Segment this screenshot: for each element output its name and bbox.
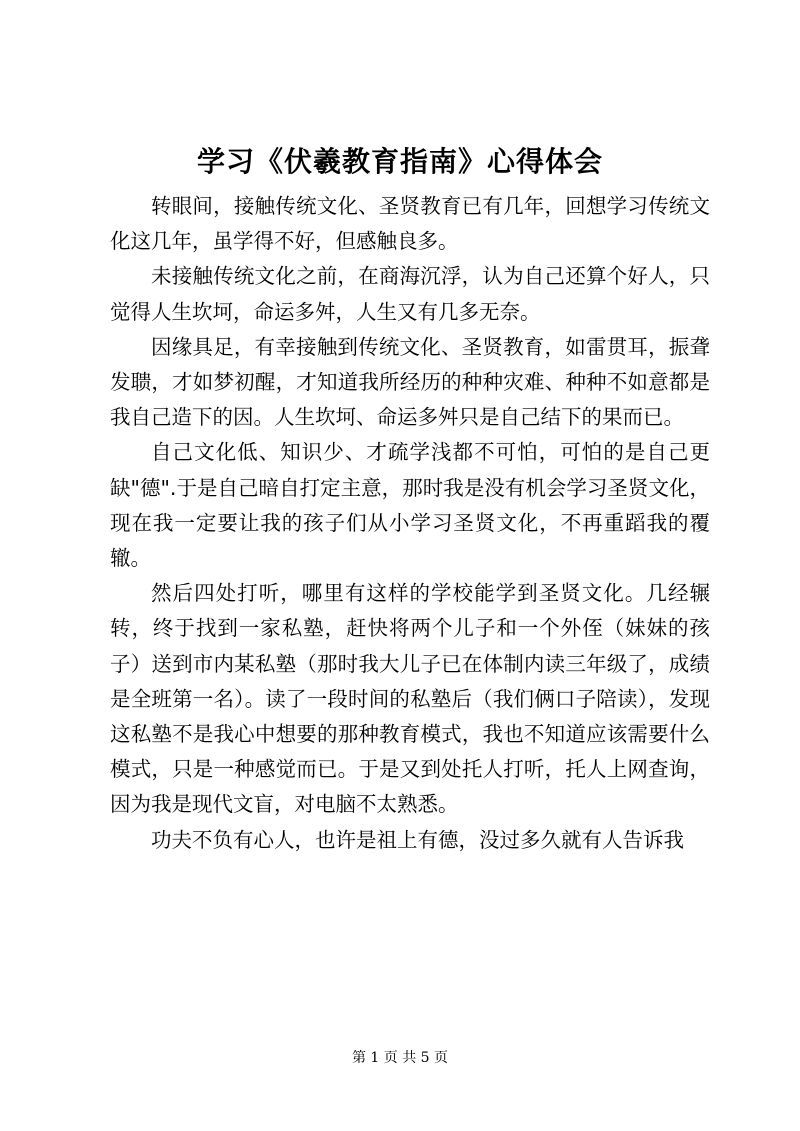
paragraph-2: 未接触传统文化之前，在商海沉浮，认为自己还算个好人，只觉得人生坎坷，命运多舛，人生又有几多无奈。 bbox=[110, 264, 710, 324]
paragraph-6: 功夫不负有心人，也许是祖上有德，没过多久就有人告诉我 bbox=[151, 827, 684, 852]
page-number-footer: 第 1 页 共 5 页 bbox=[351, 1050, 449, 1066]
document-body bbox=[110, 189, 710, 858]
paragraph-3: 因缘具足，有幸接触到传统文化、圣贤教育，如雷贯耳，振聋发聩，才如梦初醒，才知道我所经历的种种灾难、种种不如意都是我自己造下的因。人生坎坷、命运多舛只是自己结下的果而已。 bbox=[110, 334, 710, 430]
paragraph-1: 转眼间，接触传统文化、圣贤教育已有几年，回想学习传统文化这几年，虽学得不好，但感触良多。 bbox=[110, 194, 710, 254]
document-title: 学习《伏羲教育指南》心得体会 bbox=[196, 145, 603, 178]
paragraph-5: 然后四处打听，哪里有这样的学校能学到圣贤文化。几经辗转，终于找到一家私塾，赶快将两个儿子和一个外侄（妹妹的孩子）送到市内某私塾（那时我大儿子已在体制内读三年级了，成绩是全班第一名）。读了一段时间的私塾后（我们俩口子陪读），发现这私塾不是我心中想要的那种教育模式，我也不知道应该需要什么模式，只是一种感觉而已。于是又到处托人打听，托人上网查询，因为我是现代文盲，对电脑不太熟悉。 bbox=[110, 581, 710, 817]
paragraph-4: 自己文化低、知识少、才疏学浅都不可怕，可怕的是自己更缺"德".于是自己暗自打定主意，那时我是没有机会学习圣贤文化，现在我一定要让我的孩子们从小学习圣贤文化，不再重蹈我的覆辙。 bbox=[110, 440, 710, 571]
